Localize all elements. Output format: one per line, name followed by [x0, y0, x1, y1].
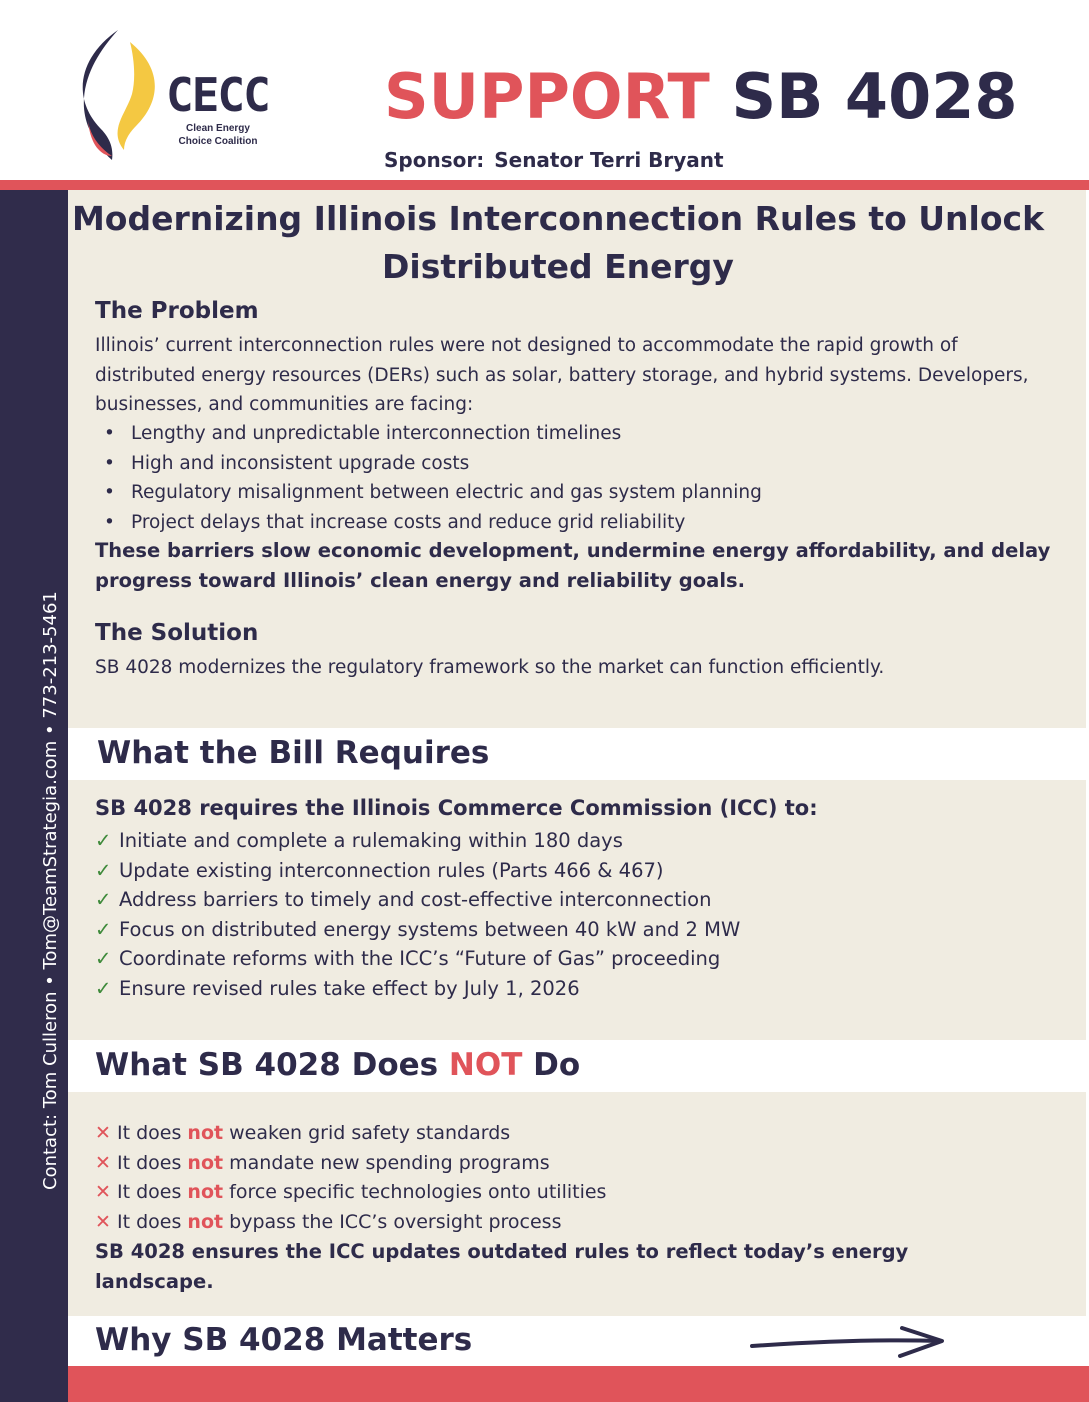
solution-text: SB 4028 modernizes the regulatory framework so the market can function efficiently. — [95, 657, 885, 678]
list-item: • Lengthy and unpredictable interconnection timelines — [104, 419, 762, 449]
solution-heading: The Solution — [95, 620, 259, 646]
title-bill: SB 4028 — [731, 60, 1018, 133]
sponsor-line — [384, 148, 724, 172]
list-item: ✕ It does not bypass the ICC’s oversight process — [95, 1208, 606, 1238]
header-divider — [0, 180, 1089, 190]
contact-info: Contact: Tom Culleron • Tom@TeamStrategia.com • 773-213-5461 — [40, 591, 61, 1190]
x-icon: ✕ — [95, 1122, 111, 1144]
list-item: ✓ Ensure revised rules take effect by July 1, 2026 — [95, 974, 740, 1004]
headline: Modernizing Illinois Interconnection Rules to Unlock Distributed Energy — [71, 199, 1045, 286]
list-item: ✕ It does not force specific technologies onto utilities — [95, 1178, 606, 1208]
check-icon: ✓ — [95, 888, 112, 911]
check-icon: ✓ — [95, 917, 112, 941]
problem-intro: Illinois’ current interconnection rules were not designed to accommodate the rapid growth of distributed energy resources (DERs) such as solar, battery storage, and hybrid systems. Developers, businesses, and communities are facing: — [95, 335, 1029, 415]
list-item: • High and inconsistent upgrade costs — [104, 449, 762, 479]
list-item: ✓ Address barriers to timely and cost-effective interconnection — [95, 885, 740, 915]
list-item: ✕ It does not mandate new spending programs — [95, 1149, 606, 1179]
check-icon: ✓ — [95, 976, 112, 1000]
page-header — [0, 0, 1089, 180]
x-icon: ✕ — [95, 1210, 111, 1233]
main-title — [384, 60, 1018, 133]
requires-lead: SB 4028 requires the Illinois Commerce Commission (ICC) to: — [95, 796, 818, 820]
contact-sidebar — [0, 190, 68, 1402]
requires-list — [95, 826, 740, 1003]
arrow-right-icon — [750, 1322, 950, 1362]
footer-bar — [68, 1366, 1089, 1402]
logo-subtitle: Clean Energy Choice Coalition — [178, 123, 258, 147]
sponsor-label: Sponsor: — [384, 148, 485, 172]
not-do-list — [95, 1119, 606, 1237]
check-icon: ✓ — [95, 947, 112, 970]
problem-heading: The Problem — [95, 298, 259, 324]
problem-list — [104, 419, 762, 537]
logo-text: CECC — [166, 68, 269, 122]
list-item: ✓ Coordinate reforms with the ICC’s “Future of Gas” proceeding — [95, 944, 740, 974]
title-support: SUPPORT — [384, 60, 710, 133]
matters-heading: Why SB 4028 Matters — [95, 1322, 473, 1358]
sponsor-name: Senator Terri Bryant — [494, 148, 724, 172]
list-item: ✓ Initiate and complete a rulemaking within 180 days — [95, 826, 740, 856]
problem-conclusion: These barriers slow economic development, undermine energy affordability, and delay progress toward Illinois’ clean energy and reliability goals. — [95, 539, 1051, 592]
list-item: • Project delays that increase costs and reduce grid reliability — [104, 508, 762, 538]
list-item: ✕ It does not weaken grid safety standards — [95, 1119, 606, 1149]
check-icon: ✓ — [95, 829, 112, 852]
flame-icon — [78, 28, 168, 163]
not-do-conclusion: SB 4028 ensures the ICC updates outdated rules to reflect today’s energy landscape. — [95, 1240, 909, 1293]
requires-heading: What the Bill Requires — [97, 735, 490, 771]
x-icon: ✕ — [95, 1181, 111, 1203]
list-item: • Regulatory misalignment between electric and gas system planning — [104, 478, 762, 508]
not-do-heading: What SB 4028 Does NOT Do — [95, 1047, 581, 1083]
list-item: ✓ Update existing interconnection rules (Parts 466 & 467) — [95, 856, 740, 886]
cecc-logo — [78, 28, 298, 163]
x-icon: ✕ — [95, 1151, 111, 1174]
check-icon: ✓ — [95, 858, 112, 882]
list-item: ✓ Focus on distributed energy systems between 40 kW and 2 MW — [95, 915, 740, 945]
